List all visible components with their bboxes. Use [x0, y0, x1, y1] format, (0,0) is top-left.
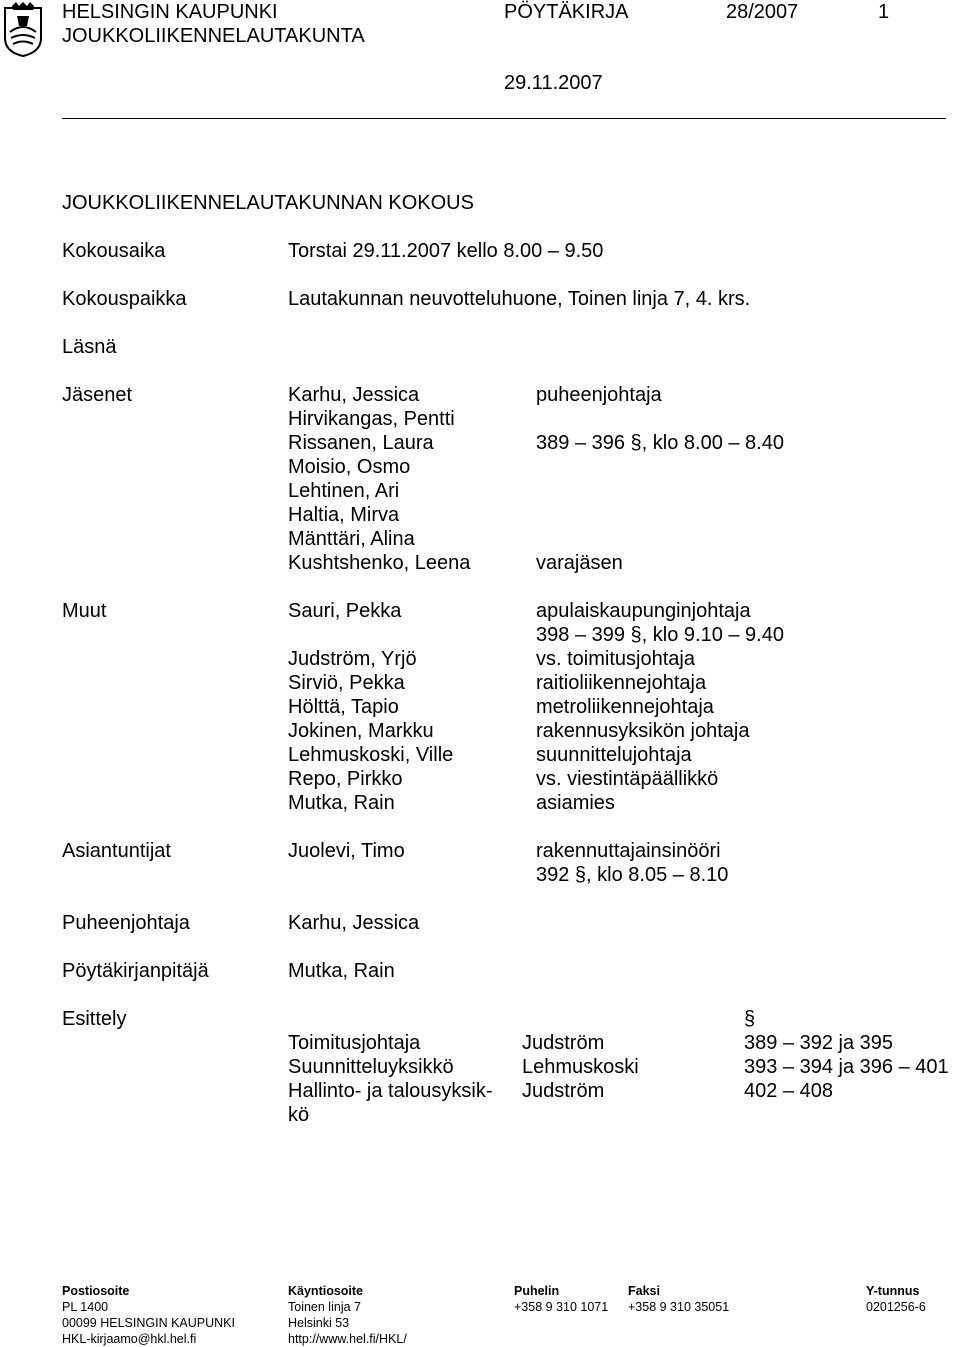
footer-postal [62, 1283, 235, 1347]
presentation-sections: 389 – 392 ja 395 [744, 1032, 894, 1054]
place-value: Lautakunnan neuvotteluhuone, Toinen linja 7, 4. krs. [288, 288, 751, 310]
presentation-sections: 393 – 394 ja 396 – 401 [744, 1056, 949, 1078]
member-name: Rissanen, Laura [288, 432, 434, 454]
member-name: Karhu, Jessica [288, 384, 420, 406]
footer-id-value: 0201256-6 [866, 1300, 926, 1314]
secretary-name: Mutka, Rain [288, 960, 395, 982]
place-label: Kokouspaikka [62, 288, 187, 310]
org-name-line1: HELSINGIN KAUPUNKI [62, 1, 278, 23]
member-name: Lehtinen, Ari [288, 480, 400, 502]
other-role: rakennusyksikön johtaja [536, 720, 750, 742]
time-label: Kokousaika [62, 240, 166, 262]
footer-fax [628, 1283, 729, 1315]
present-label: Läsnä [62, 336, 117, 358]
meeting-title: JOUKKOLIIKENNELAUTAKUNNAN KOKOUS [62, 192, 474, 214]
footer-fax-value: +358 9 310 35051 [628, 1300, 730, 1314]
doc-number: 28/2007 [726, 1, 799, 23]
presentation-presenter: Lehmuskoski [522, 1056, 639, 1078]
expert-role-detail: 392 §, klo 8.05 – 8.10 [536, 864, 729, 886]
doc-date: 29.11.2007 [504, 72, 603, 94]
footer-visit-line1: Toinen linja 7 [288, 1300, 361, 1314]
presentation-unit: Hallinto- ja talousyksik- [288, 1080, 493, 1102]
expert-name: Juolevi, Timo [288, 840, 405, 862]
footer-email[interactable]: HKL-kirjaamo@hkl.hel.fi [62, 1332, 197, 1346]
footer-visit [288, 1283, 407, 1347]
other-name: Lehmuskoski, Ville [288, 744, 454, 766]
footer-visit-line2: Helsinki 53 [288, 1316, 350, 1330]
member-role: puheenjohtaja [536, 384, 662, 406]
footer-postal-label: Postiosoite [62, 1284, 130, 1298]
others-label: Muut [62, 600, 107, 622]
member-name: Moisio, Osmo [288, 456, 411, 478]
members-label: Jäsenet [62, 384, 133, 406]
other-role: vs. viestintäpäällikkö [536, 768, 719, 790]
member-name: Hirvikangas, Pentti [288, 408, 455, 430]
presentation-unit: Suunnitteluyksikkö [288, 1056, 454, 1078]
member-role: varajäsen [536, 552, 623, 574]
member-name: Mänttäri, Alina [288, 528, 415, 550]
expert-role: rakennuttajainsinööri [536, 840, 721, 862]
footer-visit-label: Käyntiosoite [288, 1284, 364, 1298]
section-symbol: § [744, 1008, 756, 1030]
presentation-unit: Toimitusjohtaja [288, 1032, 421, 1054]
other-name: Hölttä, Tapio [288, 696, 399, 718]
footer-postal-line1: PL 1400 [62, 1300, 109, 1314]
other-name: Repo, Pirkko [288, 768, 403, 790]
other-role: apulaiskaupunginjohtaja [536, 600, 751, 622]
secretary-label: Pöytäkirjanpitäjä [62, 960, 209, 982]
footer-phone-value: +358 9 310 1071 [514, 1300, 609, 1314]
other-name: Sauri, Pekka [288, 600, 402, 622]
helsinki-crest-logo [2, 2, 44, 58]
presentation-label: Esittely [62, 1008, 127, 1030]
other-role: suunnittelujohtaja [536, 744, 692, 766]
footer-website[interactable]: http://www.hel.fi/HKL/ [288, 1332, 407, 1346]
presentation-presenter: Judström [522, 1080, 605, 1102]
page-number: 1 [878, 1, 890, 23]
footer-fax-label: Faksi [628, 1284, 660, 1298]
other-role: metroliikennejohtaja [536, 696, 714, 718]
presentation-unit-continuation: kö [288, 1104, 310, 1126]
footer-postal-line2: 00099 HELSINGIN KAUPUNKI [62, 1316, 235, 1330]
other-name: Sirviö, Pekka [288, 672, 405, 694]
doc-type: PÖYTÄKIRJA [504, 1, 629, 23]
header-divider [62, 118, 946, 119]
member-name: Kushtshenko, Leena [288, 552, 471, 574]
other-role: asiamies [536, 792, 615, 814]
member-role: 389 – 396 §, klo 8.00 – 8.40 [536, 432, 784, 454]
presentation-sections: 402 – 408 [744, 1080, 833, 1102]
member-name: Haltia, Mirva [288, 504, 400, 526]
other-name: Mutka, Rain [288, 792, 395, 814]
other-role: 398 – 399 §, klo 9.10 – 9.40 [536, 624, 784, 646]
other-role: raitioliikennejohtaja [536, 672, 707, 694]
footer-id-label: Y-tunnus [866, 1284, 920, 1298]
presentation-presenter: Judström [522, 1032, 605, 1054]
footer-phone [514, 1283, 608, 1315]
footer-business-id [866, 1283, 926, 1315]
chair-name: Karhu, Jessica [288, 912, 420, 934]
org-name-line2: JOUKKOLIIKENNELAUTAKUNTA [62, 25, 365, 47]
experts-label: Asiantuntijat [62, 840, 171, 862]
other-role: vs. toimitusjohtaja [536, 648, 695, 670]
other-name: Judström, Yrjö [288, 648, 417, 670]
chair-label: Puheenjohtaja [62, 912, 190, 934]
time-value: Torstai 29.11.2007 kello 8.00 – 9.50 [288, 240, 604, 262]
footer-phone-label: Puhelin [514, 1284, 560, 1298]
other-name: Jokinen, Markku [288, 720, 434, 742]
